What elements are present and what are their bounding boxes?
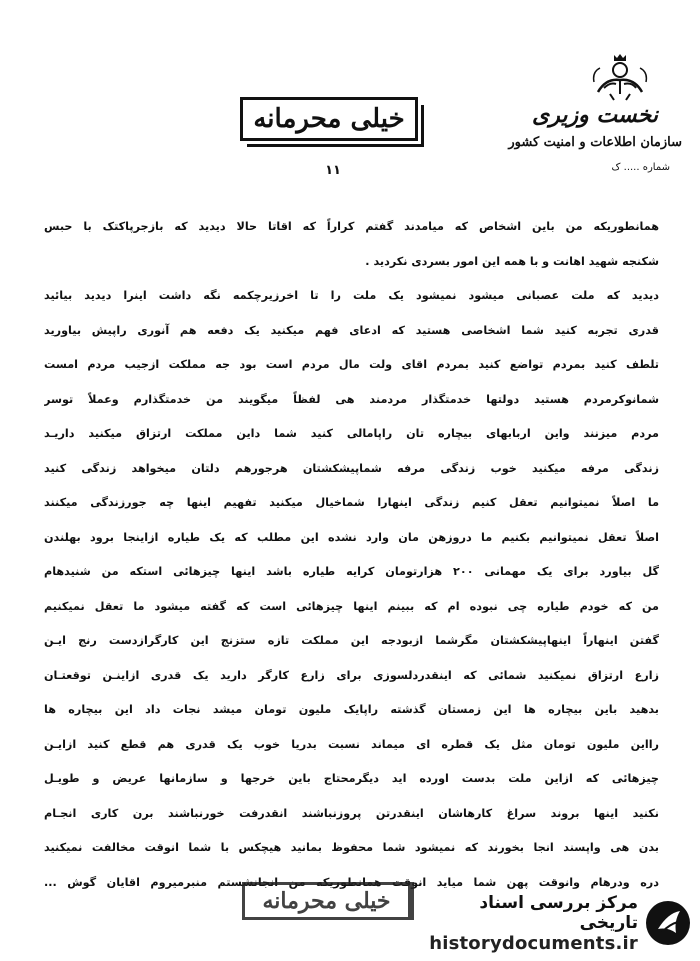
body-line: ما اصلاً نمیتوانیم تعقل کنیم زندگی اینهارا شماخیال میکنید تفهیم اینها چه جورزندگی میکنند — [44, 496, 659, 509]
body-line: تلطف کنید بمردم تواضع کنید بمردم اقای ولت مال مردم است بود جه مملکت ازجیب مردم امست — [44, 358, 659, 371]
body-line: زارع ارتزاق نمیکنید شمائی که اینقدردلسوزی برای زارع کارگر دارید یک قدری ازاینـن توقعتـان — [44, 668, 659, 682]
watermark-url: historydocuments.ir — [429, 932, 638, 954]
body-line: بدن هی واپسند انجا بخورند که نمیشود شما محفوظ بمانید هیچکس با شما انوقت مخالفت نمیکنید — [44, 841, 659, 854]
body-line: من که خودم طیاره چی نبوده ام که ببینم اینها چیزهائی است که گفته میشود ما تعقل نمیکنیم — [44, 599, 659, 613]
body-line: گفتن اینهاراً اینهاپیشکشتان مگرشما ازبودجه این مملکت تازه ستزنج این کارگرازدست رنج ایـن — [44, 634, 659, 647]
document-body — [44, 210, 659, 900]
body-line: دره ودرهام وانوقت پهن شما میاید انوقت همانطوریکه من انجانشستم منبرمیروم اقایان گوش ... — [44, 875, 659, 889]
watermark-title: مرکز بررسی اسناد تاریخی — [479, 892, 638, 933]
body-line: شکنجه شهید اهانت و با همه این امور بسردی نکردید . — [365, 254, 659, 268]
body-line: مردم میزنند واین اربابهای بیچاره تان راپامالی کنید شما داین مملکت ارتزاق میکنید داریـد — [44, 427, 659, 440]
body-line: زندگی مرفه میکنید خوب زندگی مرفه شماپیشکشتان هرجورهم دلتان میخواهد زندگی کنید — [44, 461, 659, 475]
emblem-graphic — [590, 52, 650, 102]
body-line: گل بیاورد برای یک مهمانی ۲۰۰ هزارتومان کرایه طیاره باشد اینها چیزهائی استکه من شنیدهام — [44, 565, 659, 578]
body-line: رااین ملیون تومان مثل یک قطره ای میماند نسبت بدریا خوب یک قدری هم قطع کنید ازایـن — [44, 737, 659, 751]
body-line: شمانوکرمردم هستید دولتها خدمتگذار مردمند هی لفظاً میگویند من خدمتگذارم وعملاً توسر — [44, 392, 659, 406]
reference-number: شماره ..... ک — [611, 162, 670, 173]
body-line: اصلاً تعقل نمیتوانیم بکنیم ما دروزهن مان وارد نشده این مطلب که یک طیاره ازاینجا برود بهلندن — [44, 530, 659, 544]
footer-classification-stamp: خیلی محرمانه — [242, 882, 414, 920]
body-line: دیدید که ملت عصبانی میشود نمیشود یک ملت را تا اخرزیرچکمه نگه داشت اینرا دیدید بیائید — [44, 289, 659, 302]
body-line: چیزهائی که ازاین ملت بدست اورده اید دیگرمحتاج باین خرجها و سازمانها عریض و طویـل — [44, 772, 659, 785]
body-line: همانطوریکه من باین اشخاص که میامدند گفتم کراراً که اقاتا حالا دیدید که بازجرپاکتک با حبس — [44, 220, 659, 233]
body-line: بدهید باین بیچاره ها این زمستان گذشته راپایک ملیون تومان میشد نجات داد این بیچاره ها — [44, 703, 659, 716]
ministry-title: نخست وزیری — [532, 102, 658, 128]
lion-and-sun-emblem-icon — [590, 52, 650, 102]
page-number: ۱۱ — [325, 163, 341, 178]
archive-watermark — [430, 892, 692, 954]
watermark-text — [429, 893, 638, 954]
body-line: قدری تجربه کنید شما اشخاصی هستید که ادعای فهم میکنید یک دفعه هم آنوری راپیش بیاورید — [44, 323, 659, 337]
body-line: نکنید اینها بروند سراغ کارهاشان اینقدرتن پروزنباشند انقدرفت خورنباشند برن کاری انجـام — [44, 806, 659, 820]
organization-name: سازمان اطلاعات و امنیت کشور — [508, 135, 682, 150]
classification-stamp: خیلی محرمانه — [240, 97, 418, 141]
archive-logo-icon — [644, 899, 692, 947]
